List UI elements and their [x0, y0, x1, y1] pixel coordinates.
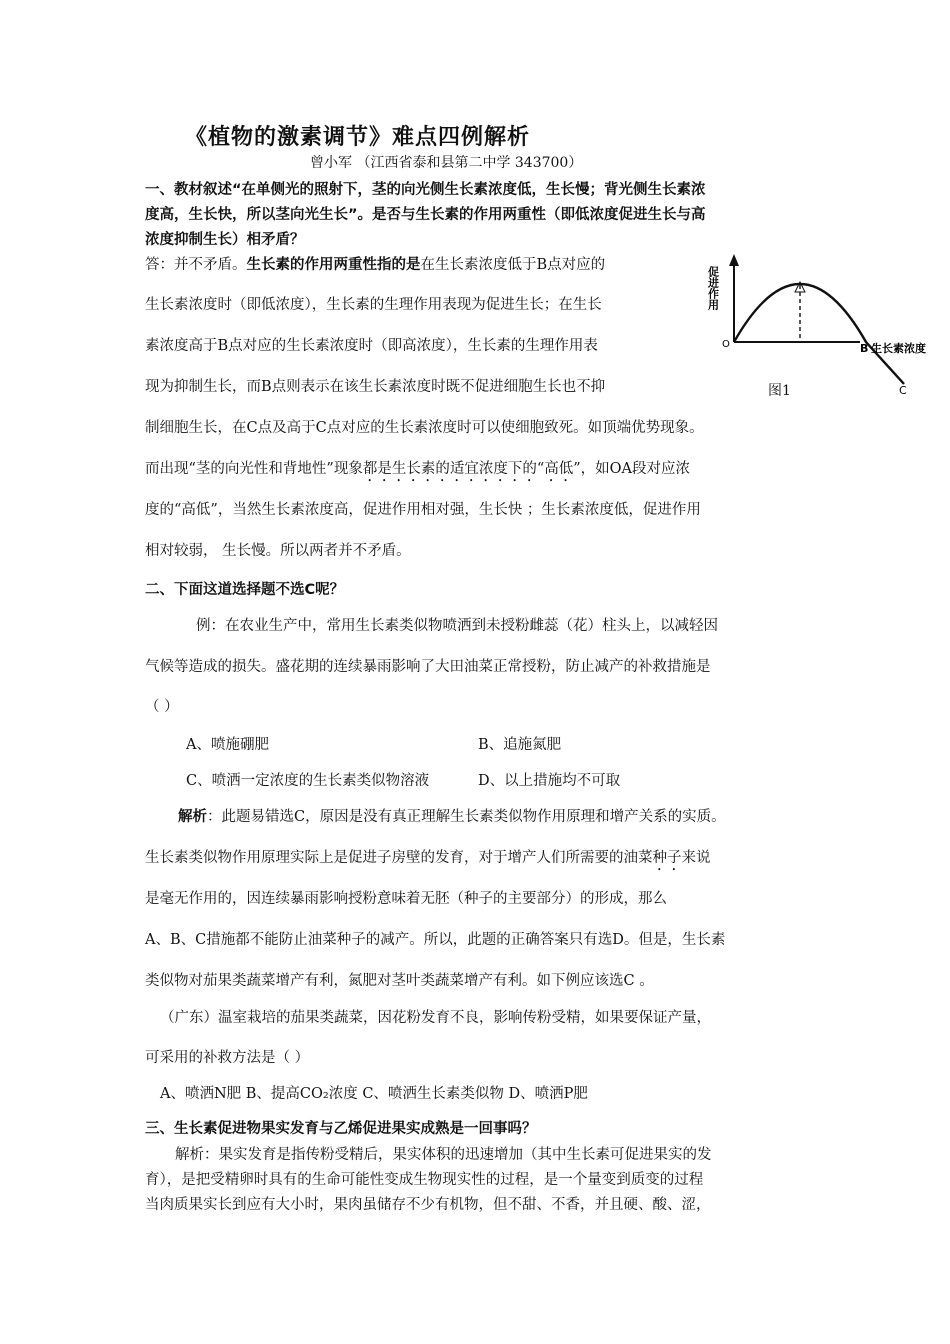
option-d: D、以上措施均不可取 [478, 773, 621, 789]
y-axis-label: 促进作用 [706, 266, 720, 310]
point-c-label: C [899, 384, 907, 397]
analysis-line1 [178, 805, 726, 826]
answer-line4: 现为抑制生长，而B点则表示在该生长素浓度时既不促进细胞生长也不抑 [145, 379, 606, 395]
analysis-line3: 是毫无作用的，因连续暴雨影响授粉意味着无胚（种子的主要部分）的形成，那么 [145, 891, 667, 907]
page-title: 《植物的激素调节》难点四例解析 [185, 125, 531, 150]
answer-bold-term: 生长素的作用两重性指的是 [246, 257, 421, 273]
section1-heading-line2: 度高，生长快，所以茎向光生长”。是否与生长素的作用两重性（即低浓度促进生长与高 [145, 207, 706, 223]
analysis-text1: ：此题易错选C，原因是没有真正理解生长素类似物作用原理和增产关系的实质。 [207, 809, 726, 825]
answer-line2: 生长素浓度时（即低浓度），生长素的生理作用表现为促进生长；在生长 [145, 297, 602, 313]
answer-line5: 制细胞生长，在C点及高于C点对应的生长素浓度时可以使细胞致死。如顶端优势现象。 [145, 420, 704, 436]
example2-line1: （广东）温室栽培的茄果类蔬菜，因花粉发育不良，影响传粉受精，如果要保证产量， [160, 1010, 711, 1026]
figure1-diagram [708, 252, 948, 402]
example2-line2: 可采用的补救方法是（ ） [145, 1050, 310, 1066]
answer-line6 [145, 457, 690, 485]
figure1-caption: 图1 [768, 383, 791, 399]
example-question-blank: （ ） [145, 699, 179, 715]
analysis-line2-pre: 生长素类似物作用原理实际上是促进子房壁的发育，对于增产人们所需要的油菜 [145, 850, 653, 866]
answer-prefix: 答：并不矛盾。 [145, 257, 247, 273]
answer-rest: 在生长素浓度低于B点对应的 [420, 257, 606, 273]
analysis-line5: 类似物对茄果类蔬菜增产有利，氮肥对茎叶类蔬菜增产有利。如下例应该选C 。 [145, 973, 654, 989]
answer-line1 [145, 253, 605, 274]
example-question-line2: 气候等造成的损失。盛花期的连续暴雨影响了大田油菜正常授粉，防止减产的补救措施是 [145, 659, 711, 675]
option-b: B、追施氮肥 [478, 737, 562, 753]
section3-heading: 三、生长素促进物果实发育与乙烯促进果实成熟是一回事吗？ [145, 1121, 537, 1137]
option-c: C、喷洒一定浓度的生长素类似物溶液 [186, 773, 430, 789]
analysis-line2 [145, 846, 711, 874]
section2-heading: 二、下面这道选择题不选C呢？ [145, 582, 345, 598]
example-question-line1: 例：在农业生产中，常用生长素类似物喷洒到未授粉雌蕊（花）柱头上，以减轻因 [196, 618, 718, 634]
analysis-line2-post: 来说 [681, 850, 711, 866]
point-b-label: B [860, 342, 869, 355]
analysis-label: 解析 [178, 809, 207, 825]
answer-line6-emphasis: 都是生长素的适宜浓度下的“高低” [362, 461, 581, 477]
answer-line6-pre: 而出现“茎的向光性和背地性”现象 [145, 461, 363, 477]
section1-heading-line1: 一、教材叙述“在单侧光的照射下，茎的向光侧生长素浓度低，生长慢；背光侧生长素浓 [145, 182, 706, 198]
answer-line6-post: ，如OA段对应浓 [580, 461, 691, 477]
analysis-line2-emphasis: 种子 [652, 850, 682, 866]
answer-line7: 度的“高低”，当然生长素浓度高，促进作用相对强，生长快 ；生长素浓度低，促进作用 [145, 502, 701, 518]
answer-line8: 相对较弱， 生长慢。所以两者并不矛盾。 [145, 543, 411, 559]
answer-line3: 素浓度高于B点对应的生长素浓度时（即高浓度），生长素的生理作用表 [145, 338, 598, 354]
option-a: A、喷施硼肥 [186, 737, 269, 753]
origin-label: O [722, 339, 730, 350]
analysis-line4: A、B、C措施都不能防止油菜种子的减产。所以，此题的正确答案只有选D。但是，生长素 [145, 932, 726, 948]
section3-line1: 解析：果实发育是指传粉受精后，果实体积的迅速增加（其中生长素可促进果实的发 [175, 1147, 712, 1163]
y-axis-arrow-icon [729, 254, 739, 266]
section3-line2: 育），是把受精卵时具有的生命可能性变成生物现实性的过程，是一个量变到质变的过程 [145, 1172, 704, 1188]
section1-heading-line3: 浓度抑制生长）相矛盾？ [145, 232, 305, 248]
x-axis-label: 生长素浓度 [871, 342, 926, 355]
example2-options: A、喷洒N肥 B、提高CO₂浓度 C、喷洒生长素类似物 D、喷洒P肥 [160, 1086, 588, 1102]
response-curve [734, 284, 904, 384]
section3-line3: 当肉质果实长到应有大小时，果肉虽储存不少有机物，但不甜、不香，并且硬、酸、涩， [145, 1197, 711, 1213]
author-line: 曾小军 （江西省泰和县第二中学 343700） [310, 155, 583, 171]
